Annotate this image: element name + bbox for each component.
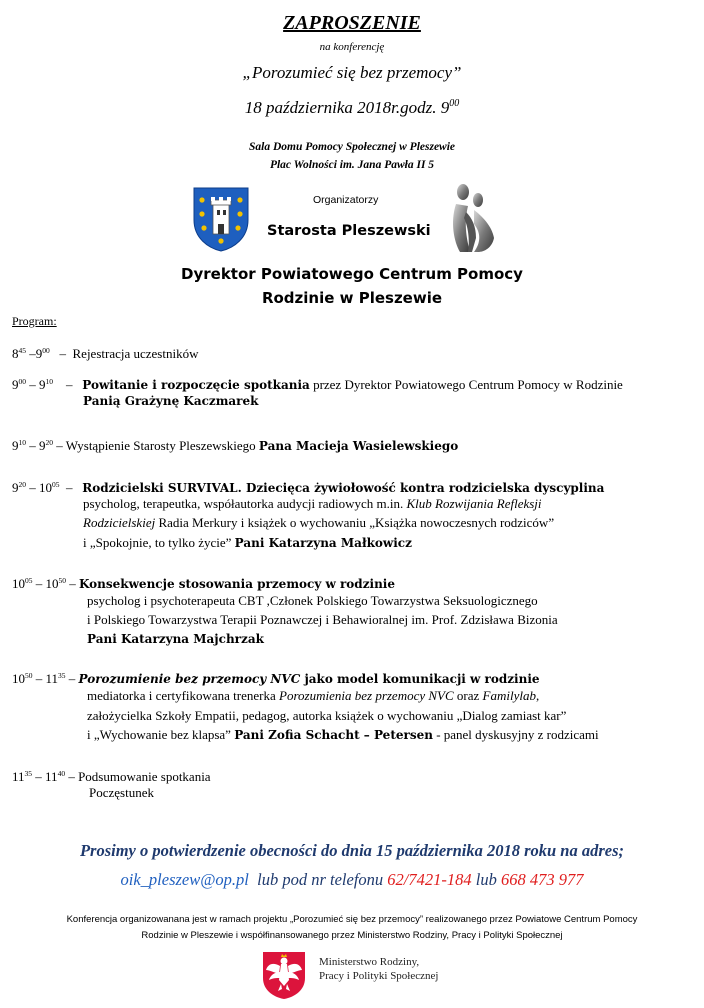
time-sep: – — [26, 346, 36, 361]
item-desc: mediatorka i certyfikowana trenerka — [87, 688, 280, 703]
item-desc: Radia Merkury i książek o wychowaniu „Książka nowoczesnych rodziców” — [155, 515, 555, 530]
program-item-line — [83, 494, 542, 514]
director-line-1: Dyrektor Powiatowego Centrum Pomocy — [181, 265, 523, 283]
time-start: 11 — [12, 769, 25, 784]
item-title: Podsumowanie spotkania — [78, 769, 211, 784]
item-desc-italic: Familylab — [482, 688, 536, 703]
venue-line-1: Sala Domu Pomocy Społecznej w Pleszewie — [248, 141, 456, 153]
footer-line-2: Rodzinie w Pleszewie i współfinansowanego przez Ministerstwo Rodziny, Pracy i Polityki Społecznej — [141, 930, 563, 941]
date-text: 18 października 2018r.godz. 9 — [244, 98, 450, 117]
speaker-name: Pana Macieja Wasielewskiego — [258, 439, 459, 453]
time-start-min: 00 — [18, 377, 26, 386]
conference-date — [0, 98, 704, 118]
organizers-label: Organizatorzy — [313, 194, 379, 206]
invitation-subtitle: na konferencję — [319, 41, 385, 53]
time-start-min: 35 — [24, 769, 33, 778]
item-desc: przez Dyrektor Powiatowego Centrum Pomocy w Rodzinie — [309, 377, 623, 392]
footer-line-1: Konferencja organizowanana jest w ramach projektu „Porozumieć się bez przemocy” realizowanego przez Powiatowe Centrum Pomocy — [66, 914, 638, 925]
confirmation-line-2 — [0, 865, 704, 894]
item-desc: - panel dyskusyjny z rodzicami — [432, 727, 599, 742]
item-dash: – — [53, 438, 66, 453]
contact-or: lub — [471, 870, 501, 889]
time-start-min: 05 — [25, 576, 33, 585]
time-end-min: 10 — [45, 377, 53, 386]
program-item — [12, 341, 198, 364]
program-item-line — [87, 686, 539, 706]
time-start: 10 — [12, 671, 25, 686]
time-end: 10 — [39, 480, 52, 495]
time-start: 8 — [12, 346, 19, 361]
time-end-min: 20 — [45, 438, 53, 447]
conference-theme: „Porozumieć się bez przemocy” — [242, 63, 462, 82]
confirmation — [0, 836, 704, 894]
program-item-line — [87, 725, 599, 746]
ministry-line-2: Pracy i Polityki Społecznej — [319, 970, 439, 982]
item-dash: – — [53, 377, 83, 392]
time-end: 9 — [39, 438, 46, 453]
item-dash: – — [65, 671, 79, 686]
speaker-name: Pani Katarzyna Małkowicz — [234, 536, 412, 550]
director — [0, 262, 704, 310]
time-end-min: 40 — [57, 769, 66, 778]
item-desc-italic: Rodzicielskiej — [83, 515, 156, 530]
item-title-italic: Porozumienie bez przemocy NVC — [78, 672, 301, 686]
program-item-line — [83, 533, 412, 554]
program-item — [12, 433, 458, 457]
time-sep: – — [32, 576, 46, 591]
time-sep: – — [26, 438, 39, 453]
time-start-min: 45 — [18, 346, 26, 355]
item-desc-italic: Klub Rozwijania Refleksji — [406, 496, 542, 511]
time-end: 11 — [45, 769, 58, 784]
pleszew-coat-of-arms-icon — [192, 186, 250, 252]
item-dash: – — [49, 346, 73, 361]
contact-email[interactable]: oik_pleszew@op.pl — [120, 870, 249, 889]
speaker-name: Pani Katarzyna Majchrzak — [87, 632, 264, 646]
footer-note — [0, 912, 704, 944]
time-end-min: 05 — [52, 480, 60, 489]
time-start-min: 20 — [18, 480, 26, 489]
time-sep: – — [26, 377, 39, 392]
time-end: 9 — [39, 377, 46, 392]
item-desc: psycholog, terapeutka, współautorka audycji radiowych m.in. — [83, 496, 407, 511]
program-item-line — [83, 391, 258, 412]
time-sep: – — [32, 769, 46, 784]
time-end-min: 00 — [42, 346, 50, 355]
time-end-min: 50 — [58, 576, 66, 585]
item-title: Konsekwencje stosowania przemocy w rodzinie — [79, 577, 395, 591]
time-sep: – — [32, 671, 46, 686]
item-dash: – — [65, 769, 79, 784]
item-dash: – — [59, 480, 83, 495]
speaker-name: Pani Zofia Schacht – Petersen — [234, 728, 433, 742]
time-start-min: 10 — [18, 438, 26, 447]
time-start-min: 50 — [25, 671, 33, 680]
item-title: jako model komunikacji w rodzinie — [300, 672, 540, 686]
time-start: 9 — [12, 438, 19, 453]
time-end: 11 — [45, 671, 59, 686]
speaker-name: Panią Grażynę Kaczmarek — [83, 394, 259, 408]
program-item-line: założycielka Szkoły Empatii, pedagog, autorka książek o wychowaniu „Dialog zamiast kar” — [87, 708, 567, 723]
program-item-line: i Polskiego Towarzystwa Terapii Poznawczej i Behawioralnej im. Prof. Zdzisława Bizonia — [87, 612, 558, 627]
program-label: Program: — [12, 314, 57, 328]
item-title: Wystąpienie Starosty Pleszewskiego — [65, 438, 259, 453]
date-sup: 00 — [449, 98, 460, 109]
item-title: Rodzicielski SURVIVAL. Dziecięca żywiołowość kontra rodzicielska dyscyplina — [82, 481, 605, 495]
item-title: Powitanie i rozpoczęcie spotkania — [82, 378, 310, 392]
program-item-line — [83, 513, 554, 533]
contact-phone-2[interactable]: 668 473 977 — [500, 870, 584, 889]
time-start: 9 — [12, 480, 19, 495]
contact-phone-1[interactable]: 62/7421-184 — [387, 870, 472, 889]
time-end: 9 — [35, 346, 43, 361]
item-desc-italic: Porozumienia bez przemocy NVC — [279, 688, 454, 703]
time-end-min: 35 — [58, 671, 66, 680]
item-desc: , — [535, 688, 540, 703]
time-end: 10 — [45, 576, 59, 591]
item-title: Rejestracja uczestników — [72, 346, 199, 361]
director-line-2: Rodzinie w Pleszewie — [261, 289, 443, 307]
program-item-line: Poczęstunek — [89, 785, 154, 800]
item-desc: oraz — [453, 688, 483, 703]
ministry-line-1: Ministerstwo Rodziny, — [319, 956, 420, 968]
item-dash: – — [66, 576, 79, 591]
venue — [0, 138, 704, 174]
item-desc: i „Spokojnie, to tylko życie” — [83, 535, 235, 550]
confirmation-line-1: Prosimy o potwierdzenie obecności do dnia 15 października 2018 roku na adres; — [79, 841, 625, 860]
family-sculpture-logo-icon — [448, 182, 498, 254]
polish-eagle-emblem-icon — [261, 950, 307, 1000]
venue-line-2: Plac Wolności im. Jana Pawła II 5 — [269, 159, 435, 171]
program-item-line — [87, 629, 264, 650]
item-desc: i „Wychowanie bez klapsa” — [87, 727, 235, 742]
organizer-name: Starosta Pleszewski — [267, 223, 431, 239]
invitation-title: ZAPROSZENIE — [283, 12, 421, 34]
time-start: 9 — [12, 377, 19, 392]
contact-text: lub pod nr telefonu — [248, 870, 388, 889]
program-item-line: psycholog i psychoterapeuta CBT ,Członek Polskiego Towarzystwa Seksuologicznego — [87, 593, 538, 608]
time-sep: – — [26, 480, 39, 495]
ministry-name — [319, 955, 438, 983]
time-start: 10 — [12, 576, 25, 591]
